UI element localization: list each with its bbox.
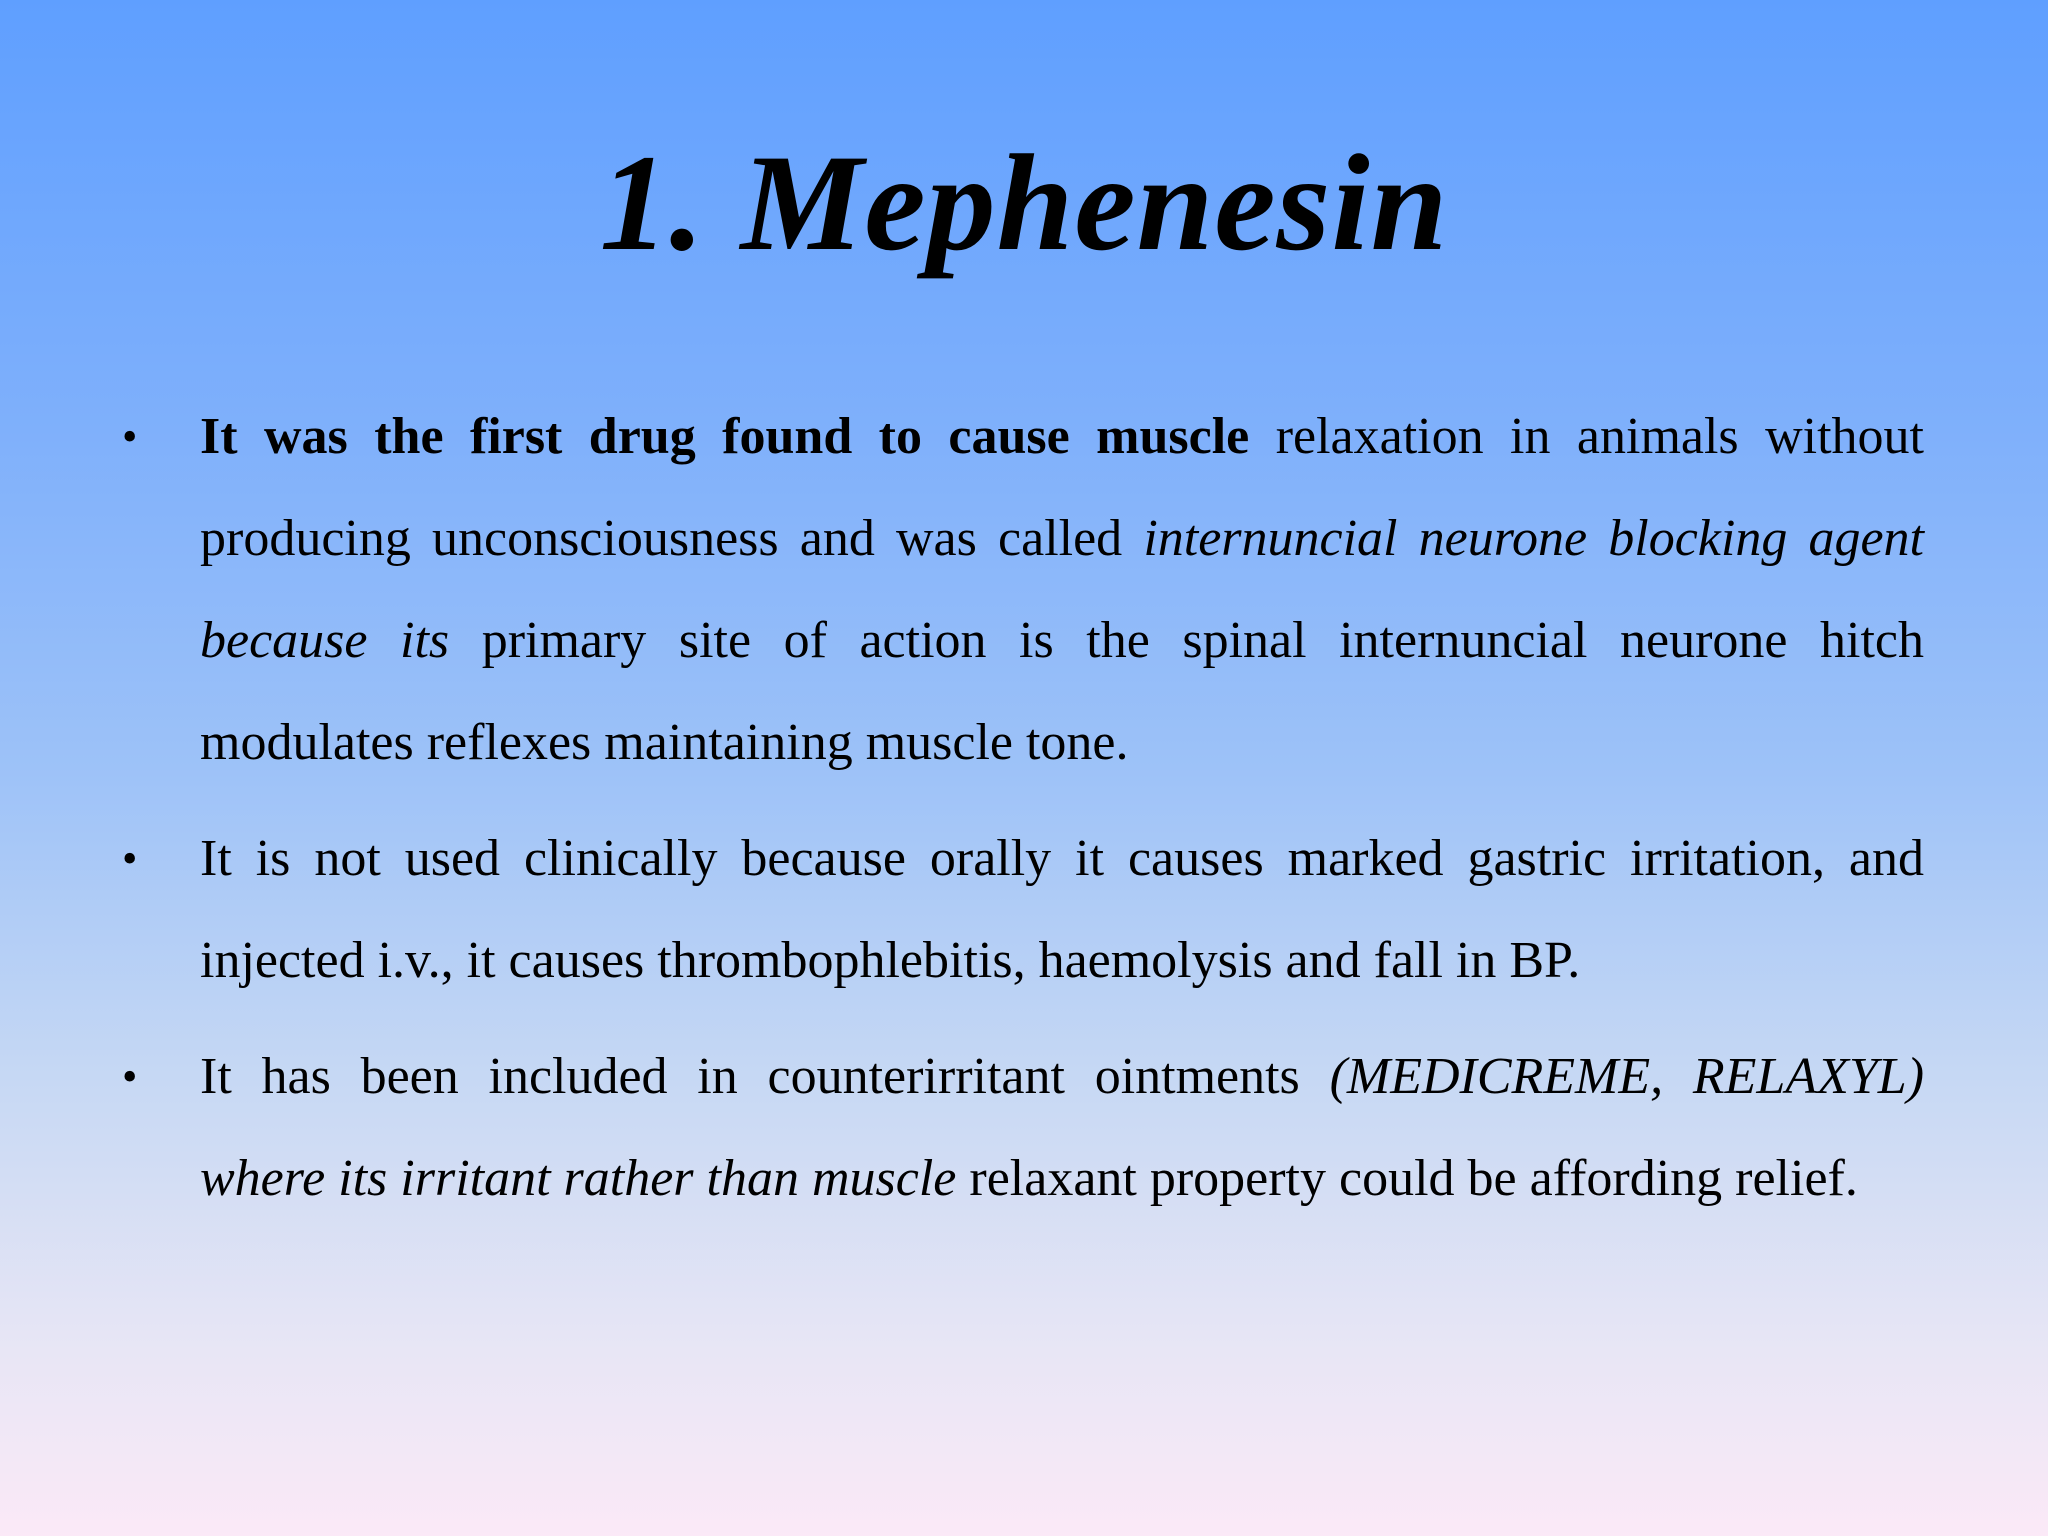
bullet-1-bold-text: It was the first drug found to cause muscle: [200, 408, 1250, 465]
bullet-icon: •: [122, 412, 138, 461]
bullet-3-italic-text: (MEDICREME, RELAXYL) where its irritant rather than muscle: [200, 1048, 1925, 1207]
bullet-icon: •: [122, 1052, 138, 1101]
bullet-1-text: relaxation in animals without producing unconsciousness and was called: [200, 408, 1924, 567]
bullet-icon: •: [122, 834, 138, 883]
bullet-3-text: It has been included in counterirritant ointments: [200, 1048, 1330, 1105]
slide-title: 1. Mephenesin: [599, 126, 1449, 279]
bullet-item-2: [0, 808, 1924, 1012]
bullet-1-text-end: primary site of action is the spinal internuncial neurone hitch modulates reflexes maintaining muscle tone.: [200, 612, 1924, 771]
bullet-2-text: It is not used clinically because orally it causes marked gastric irritation, and injected i.v., it causes thrombophlebitis, haemolysis and fall in BP.: [200, 830, 1924, 989]
bullet-item-1: [0, 386, 1924, 794]
bullet-3-text-end: relaxant property could be affording relief.: [956, 1150, 1858, 1207]
bullet-item-3: [0, 1026, 1924, 1230]
bullet-1-italic-text: internuncial neurone blocking agent because its: [200, 510, 1924, 669]
bullet-list: [0, 386, 2048, 1244]
